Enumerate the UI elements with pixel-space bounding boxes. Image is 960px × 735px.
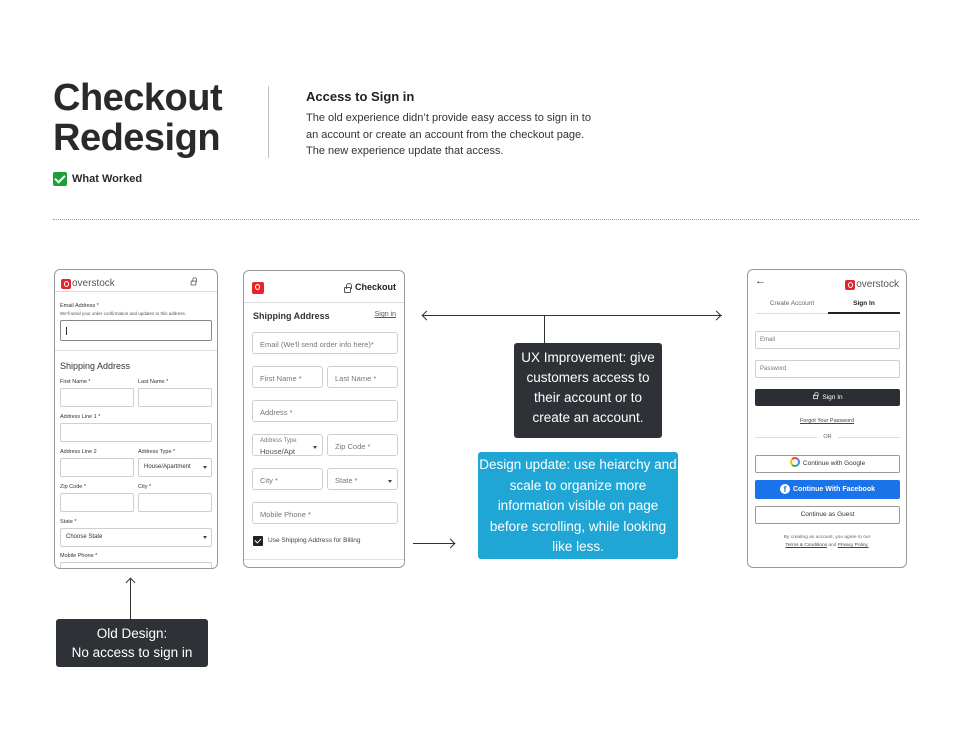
city-field[interactable] bbox=[252, 468, 323, 490]
privacy-link[interactable]: Privacy Policy. bbox=[837, 542, 869, 548]
or-text: OR bbox=[823, 434, 832, 440]
guest-button[interactable] bbox=[755, 506, 900, 524]
checkout-title: Checkout bbox=[355, 282, 397, 292]
state-select[interactable] bbox=[327, 468, 398, 490]
arrow-left-head-icon bbox=[422, 311, 432, 321]
old-design-callout bbox=[56, 619, 208, 667]
ux-improvement-callout: UX Improvement: give customers access to their account or to create an account. bbox=[514, 343, 662, 438]
first-name-field[interactable] bbox=[60, 388, 134, 407]
form-bottom-divider bbox=[244, 559, 404, 560]
tab-create-account[interactable]: Create Account bbox=[769, 300, 815, 307]
address-type-label: Address Type * bbox=[138, 449, 176, 455]
last-name-placeholder: Last Name * bbox=[335, 374, 377, 383]
arrow-right-head-icon bbox=[446, 539, 456, 549]
text-cursor bbox=[66, 327, 67, 335]
city-label: City * bbox=[138, 484, 152, 490]
last-name-field[interactable] bbox=[138, 388, 212, 407]
tab-active-indicator bbox=[828, 312, 900, 314]
section-heading: Access to Sign in bbox=[306, 89, 415, 104]
arrow-up-head-icon bbox=[126, 578, 136, 588]
password-input[interactable] bbox=[755, 360, 900, 378]
address-type-value: House/Apartment bbox=[144, 464, 191, 470]
what-worked-badge bbox=[53, 172, 142, 186]
chevron-down-icon bbox=[203, 536, 207, 539]
google-button[interactable] bbox=[755, 455, 900, 473]
overstock-wordmark: overstock bbox=[72, 278, 115, 290]
address1-label: Address Line 1 * bbox=[60, 414, 101, 420]
zip-field[interactable] bbox=[327, 434, 398, 456]
email-field[interactable] bbox=[60, 320, 212, 341]
overstock-wordmark: overstock bbox=[856, 279, 899, 291]
title-line-2: Redesign bbox=[53, 117, 221, 159]
mobile-label: Mobile Phone * bbox=[60, 553, 98, 559]
lock-icon bbox=[813, 395, 818, 399]
overstock-logo bbox=[845, 276, 899, 294]
address-type-select[interactable] bbox=[252, 434, 323, 456]
overstock-logo-icon bbox=[61, 279, 71, 289]
design-update-callout: Design update: use heiarchy and scale to organize more information visible on page before scrolling, while looking like less. bbox=[478, 452, 678, 559]
legal-and: and bbox=[828, 542, 837, 548]
old-checkout-screen bbox=[54, 269, 218, 569]
first-name-placeholder: First Name * bbox=[260, 374, 302, 383]
email-placeholder: Email (We'll send order info here)* bbox=[260, 340, 374, 349]
lock-icon bbox=[344, 287, 351, 293]
tab-sign-in[interactable]: Sign In bbox=[853, 300, 875, 307]
address2-field[interactable] bbox=[60, 458, 134, 477]
section-divider bbox=[53, 219, 919, 220]
sign-in-screen bbox=[747, 269, 907, 568]
mobile-placeholder: Mobile Phone * bbox=[260, 510, 311, 519]
last-name-field[interactable] bbox=[327, 366, 398, 388]
first-name-label: First Name * bbox=[60, 379, 91, 385]
mobile-field[interactable] bbox=[252, 502, 398, 524]
chevron-down-icon bbox=[313, 446, 317, 449]
chevron-down-icon bbox=[388, 480, 392, 483]
double-arrow-line bbox=[422, 315, 722, 316]
last-name-label: Last Name * bbox=[138, 379, 169, 385]
chevron-down-icon bbox=[203, 466, 207, 469]
legal-text bbox=[748, 534, 906, 549]
or-divider bbox=[755, 433, 900, 441]
state-placeholder: State * bbox=[335, 476, 358, 485]
or-line-right bbox=[838, 437, 900, 438]
back-arrow-icon[interactable]: ← bbox=[755, 275, 766, 287]
password-placeholder: Password bbox=[760, 366, 787, 372]
email-placeholder: Email bbox=[760, 337, 776, 343]
zip-label: Zip Code * bbox=[60, 484, 86, 490]
state-label: State * bbox=[60, 519, 77, 525]
billing-checkbox[interactable] bbox=[253, 536, 263, 546]
facebook-button[interactable] bbox=[755, 480, 900, 499]
old-header bbox=[55, 270, 217, 292]
email-input[interactable] bbox=[755, 331, 900, 349]
state-value: Choose State bbox=[66, 534, 103, 540]
callout-connector bbox=[544, 315, 545, 343]
overstock-logo-icon bbox=[845, 280, 855, 290]
email-label: Email Address * bbox=[60, 303, 99, 309]
city-placeholder: City * bbox=[260, 476, 278, 485]
city-field[interactable] bbox=[138, 493, 212, 512]
title-line-1: Checkout bbox=[53, 77, 223, 119]
address1-field[interactable] bbox=[60, 423, 212, 442]
section-description: The old experience didn’t provide easy access to sign in to an account or create an account from the checkout page. The new experience update that access. bbox=[306, 112, 591, 157]
address-type-select[interactable] bbox=[138, 458, 212, 477]
email-help-text: We’ll send your order confirmation and updates to this address. bbox=[60, 311, 186, 316]
state-select[interactable] bbox=[60, 528, 212, 547]
billing-checkbox-label: Use Shipping Address for Billing bbox=[268, 537, 361, 544]
header-divider bbox=[268, 86, 269, 158]
email-field[interactable] bbox=[252, 332, 398, 354]
new-checkout-screen bbox=[243, 270, 405, 568]
mobile-field[interactable] bbox=[60, 562, 212, 569]
terms-link[interactable]: Terms & Conditions bbox=[785, 542, 828, 548]
checkout-header bbox=[244, 271, 404, 303]
lock-icon bbox=[191, 281, 197, 286]
sign-in-button-label: Sign In bbox=[822, 394, 843, 401]
shipping-heading: Shipping Address bbox=[253, 311, 330, 321]
sign-in-button[interactable] bbox=[755, 389, 900, 406]
checkmark-icon bbox=[53, 172, 67, 186]
legal-line-2 bbox=[748, 542, 906, 550]
overstock-logo-icon bbox=[252, 282, 264, 294]
form-separator bbox=[55, 350, 217, 351]
address-field[interactable] bbox=[252, 400, 398, 422]
what-worked-label: What Worked bbox=[72, 173, 143, 185]
address-type-value: House/Apt bbox=[260, 447, 296, 456]
google-button-label: Continue with Google bbox=[802, 460, 866, 467]
address-type-label: Address Type bbox=[260, 438, 297, 444]
facebook-button-label: Continue With Facebook bbox=[793, 486, 875, 493]
guest-button-label: Continue as Guest bbox=[800, 511, 855, 518]
first-name-field[interactable] bbox=[252, 366, 323, 388]
google-icon bbox=[790, 457, 800, 467]
old-design-line-2: No access to sign in bbox=[71, 645, 193, 660]
address-placeholder: Address * bbox=[260, 408, 293, 417]
page-title bbox=[53, 78, 222, 158]
old-design-line-1: Old Design: bbox=[96, 626, 168, 641]
address2-label: Address Line 2 bbox=[60, 449, 97, 455]
shipping-heading: Shipping Address bbox=[60, 361, 131, 371]
zip-placeholder: Zip Code * bbox=[335, 442, 371, 451]
sign-in-link[interactable]: Sign in bbox=[374, 311, 396, 318]
forgot-password-link[interactable]: Forgot Your Password bbox=[799, 418, 855, 424]
zip-field[interactable] bbox=[60, 493, 134, 512]
facebook-icon: f bbox=[780, 484, 790, 494]
legal-line-1: By creating an account, you agree to our bbox=[783, 535, 871, 540]
arrow-right-head-icon bbox=[712, 311, 722, 321]
